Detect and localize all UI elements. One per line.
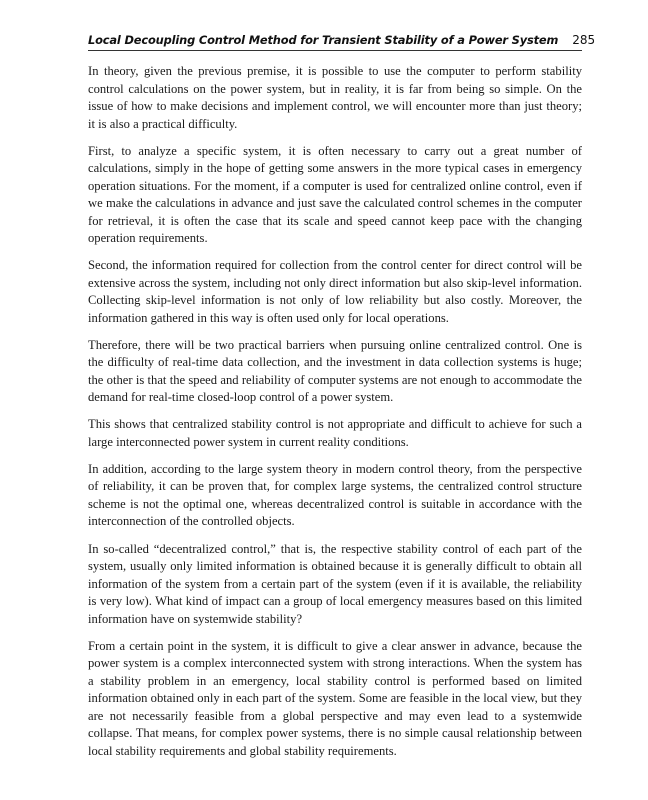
paragraph: From a certain point in the system, it is difficult to give a clear answer in advance, because the power system is a complex interconnected system with strong interactions. When the system has a stability problem in an emergency, local stability control is performed based on limited information obtained only in each part of the system. Some are feasible in the local view, but they are not necessarily feasible from a global perspective and may even lead to a systemwide collapse. That means, for complex power systems, there is no simple causal relationship between local stability requirements and global stability requirements. <box>88 638 582 758</box>
paragraph: First, to analyze a specific system, it is often necessary to carry out a great number of calculations, simply in the hope of getting some answers in the more typical cases in emergency operation situations. For the moment, if a computer is used for centralized online control, even if we make the calculations in advance and just save the calculated control schemes in the computer for retrieval, it is often the case that its scale and speed cannot keep pace with the changing operation requirements. <box>88 143 582 246</box>
paragraph: Second, the information required for collection from the control center for direct control will be extensive across the system, including not only direct information but also skip-level information. Collecting skip-level information is not only of low reliability but also costly. Moreover, the information gathered in this way is often used only for local operations. <box>88 258 582 325</box>
paragraph: In so-called “decentralized control,” that is, the respective stability control of each part of the system, usually only limited information is obtained because it is generally difficult to obtain all information of the system from a certain part of the system (even if it is available, the reliability is very low). What kind of impact can a group of local emergency measures based on this limited information have on systemwide stability? <box>88 541 582 626</box>
paragraph: In theory, given the previous premise, it is possible to use the computer to perform stability control calculations on the power system, but in reality, it is far from being so simple. On the issue of how to make decisions and implement control, we will encounter more than just theory; it is also a practical difficulty. <box>88 64 582 131</box>
body-text <box>88 63 582 770</box>
header-rule <box>88 50 582 51</box>
paragraph: In addition, according to the large system theory in modern control theory, from the perspective of reliability, it can be proven that, for complex large systems, the centralized control structure scheme is not the optimal one, whereas decentralized control is suitable in accordance with the interconnection of the controlled objects. <box>88 461 582 529</box>
page-number: 285 <box>572 33 596 47</box>
running-title: Local Decoupling Control Method for Transient Stability of a Power System <box>88 33 559 47</box>
paragraph: This shows that centralized stability control is not appropriate and difficult to achieve for such a large interconnected power system in current reality conditions. <box>88 417 582 449</box>
paragraph: Therefore, there will be two practical barriers when pursuing online centralized control. One is the difficulty of real-time data collection, and the investment in data collection systems is huge; the other is that the speed and reliability of computer systems are not enough to accommodate the demand for real-time closed-loop control of a power system. <box>88 337 582 405</box>
running-header <box>88 31 596 49</box>
